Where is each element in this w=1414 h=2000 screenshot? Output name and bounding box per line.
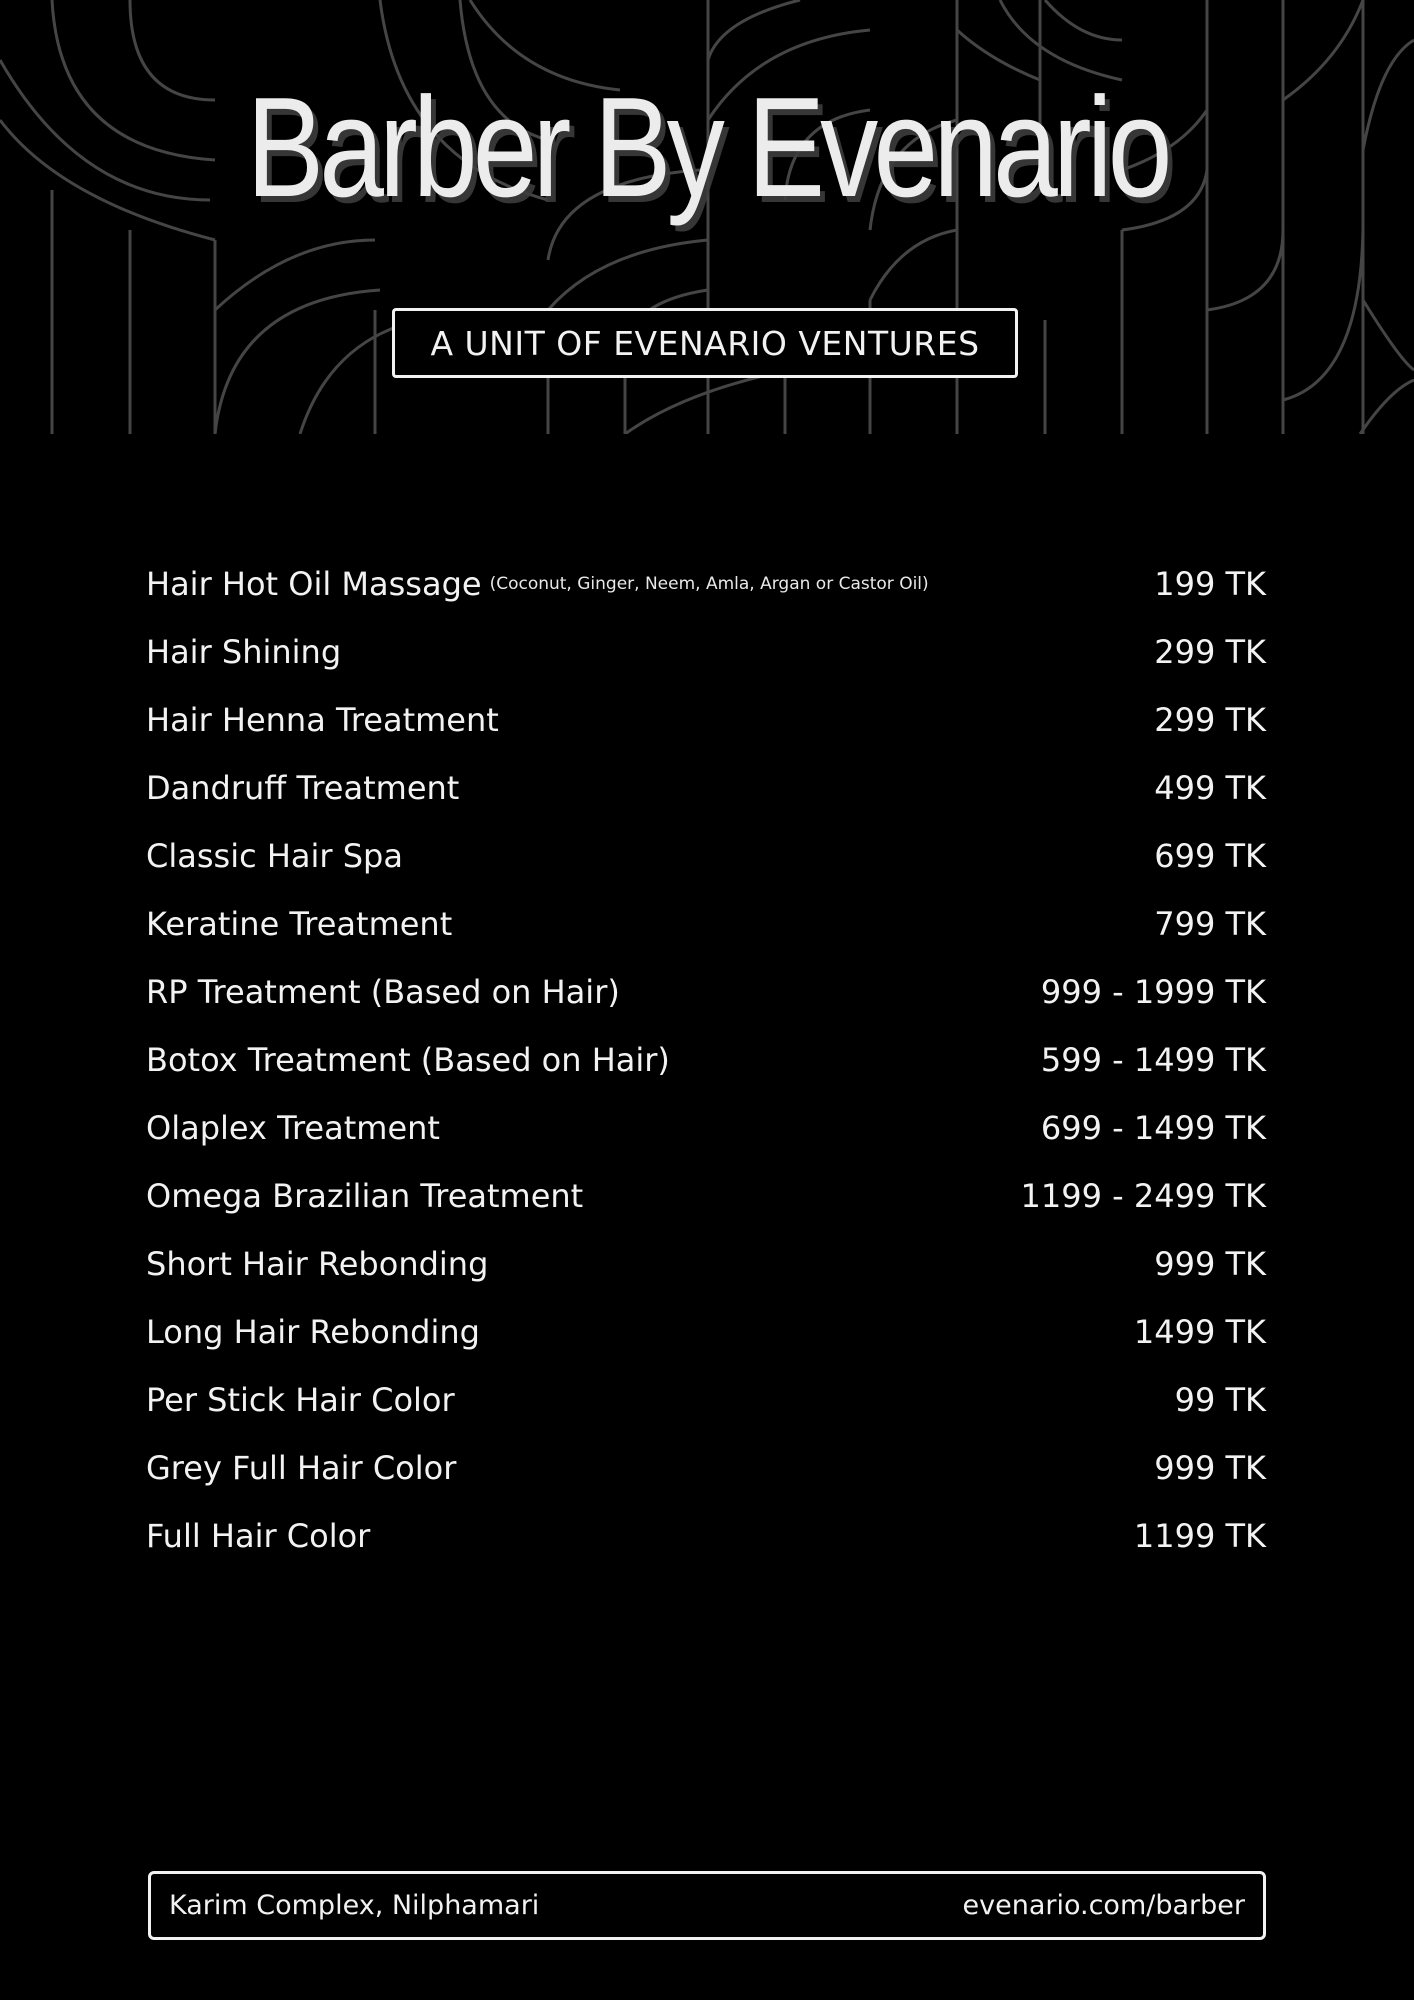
menu-row — [146, 890, 1266, 958]
menu-item-price: 99 TK — [1174, 1381, 1266, 1419]
menu-item-name: Hair Hot Oil Massage (Coconut, Ginger, Neem, Amla, Argan or Castor Oil) — [146, 565, 929, 603]
menu-row — [146, 1366, 1266, 1434]
subtitle-text: A UNIT OF EVENARIO VENTURES — [430, 323, 980, 363]
menu-item-price: 999 TK — [1154, 1245, 1266, 1283]
menu-row — [146, 1298, 1266, 1366]
price-list — [146, 550, 1266, 1570]
menu-item-name: Dandruff Treatment — [146, 769, 460, 807]
footer-website-link[interactable]: evenario.com/barber — [962, 1890, 1245, 1921]
menu-item-price: 999 TK — [1154, 1449, 1266, 1487]
menu-item-name: Long Hair Rebonding — [146, 1313, 480, 1351]
menu-item-price: 499 TK — [1154, 769, 1266, 807]
menu-row — [146, 686, 1266, 754]
menu-item-name: Botox Treatment (Based on Hair) — [146, 1041, 670, 1079]
menu-item-name: Full Hair Color — [146, 1517, 371, 1555]
footer-address: Karim Complex, Nilphamari — [169, 1890, 540, 1921]
menu-row — [146, 1434, 1266, 1502]
menu-item-price: 1499 TK — [1133, 1313, 1266, 1351]
footer-info-box — [148, 1871, 1266, 1940]
menu-item-price: 699 TK — [1154, 837, 1266, 875]
menu-item-name: Olaplex Treatment — [146, 1109, 440, 1147]
menu-item-price: 299 TK — [1154, 633, 1266, 671]
menu-item-name: Classic Hair Spa — [146, 837, 403, 875]
menu-item-name: Grey Full Hair Color — [146, 1449, 457, 1487]
menu-row — [146, 1026, 1266, 1094]
menu-item-price: 599 - 1499 TK — [1040, 1041, 1266, 1079]
menu-row — [146, 754, 1266, 822]
menu-item-name: Hair Henna Treatment — [146, 701, 499, 739]
menu-item-note: (Coconut, Ginger, Neem, Amla, Argan or Castor Oil) — [489, 574, 929, 594]
menu-item-price: 999 - 1999 TK — [1040, 973, 1266, 1011]
menu-row — [146, 822, 1266, 890]
menu-item-price: 1199 - 2499 TK — [1020, 1177, 1266, 1215]
menu-row — [146, 1094, 1266, 1162]
menu-item-name: Omega Brazilian Treatment — [146, 1177, 584, 1215]
menu-item-price: 199 TK — [1154, 565, 1266, 603]
menu-row — [146, 958, 1266, 1026]
menu-item-name: Short Hair Rebonding — [146, 1245, 489, 1283]
menu-item-price: 799 TK — [1154, 905, 1266, 943]
menu-item-name: Per Stick Hair Color — [146, 1381, 455, 1419]
page-title: Barber By Evenario — [246, 68, 1168, 227]
menu-item-name: Hair Shining — [146, 633, 342, 671]
menu-item-name: RP Treatment (Based on Hair) — [146, 973, 620, 1011]
menu-row — [146, 1502, 1266, 1570]
subtitle-badge — [392, 308, 1018, 378]
menu-item-price: 1199 TK — [1133, 1517, 1266, 1555]
menu-row — [146, 1162, 1266, 1230]
menu-row — [146, 618, 1266, 686]
menu-item-price: 699 - 1499 TK — [1040, 1109, 1266, 1147]
menu-item-name: Keratine Treatment — [146, 905, 453, 943]
menu-item-price: 299 TK — [1154, 701, 1266, 739]
menu-row — [146, 1230, 1266, 1298]
menu-row — [146, 550, 1266, 618]
